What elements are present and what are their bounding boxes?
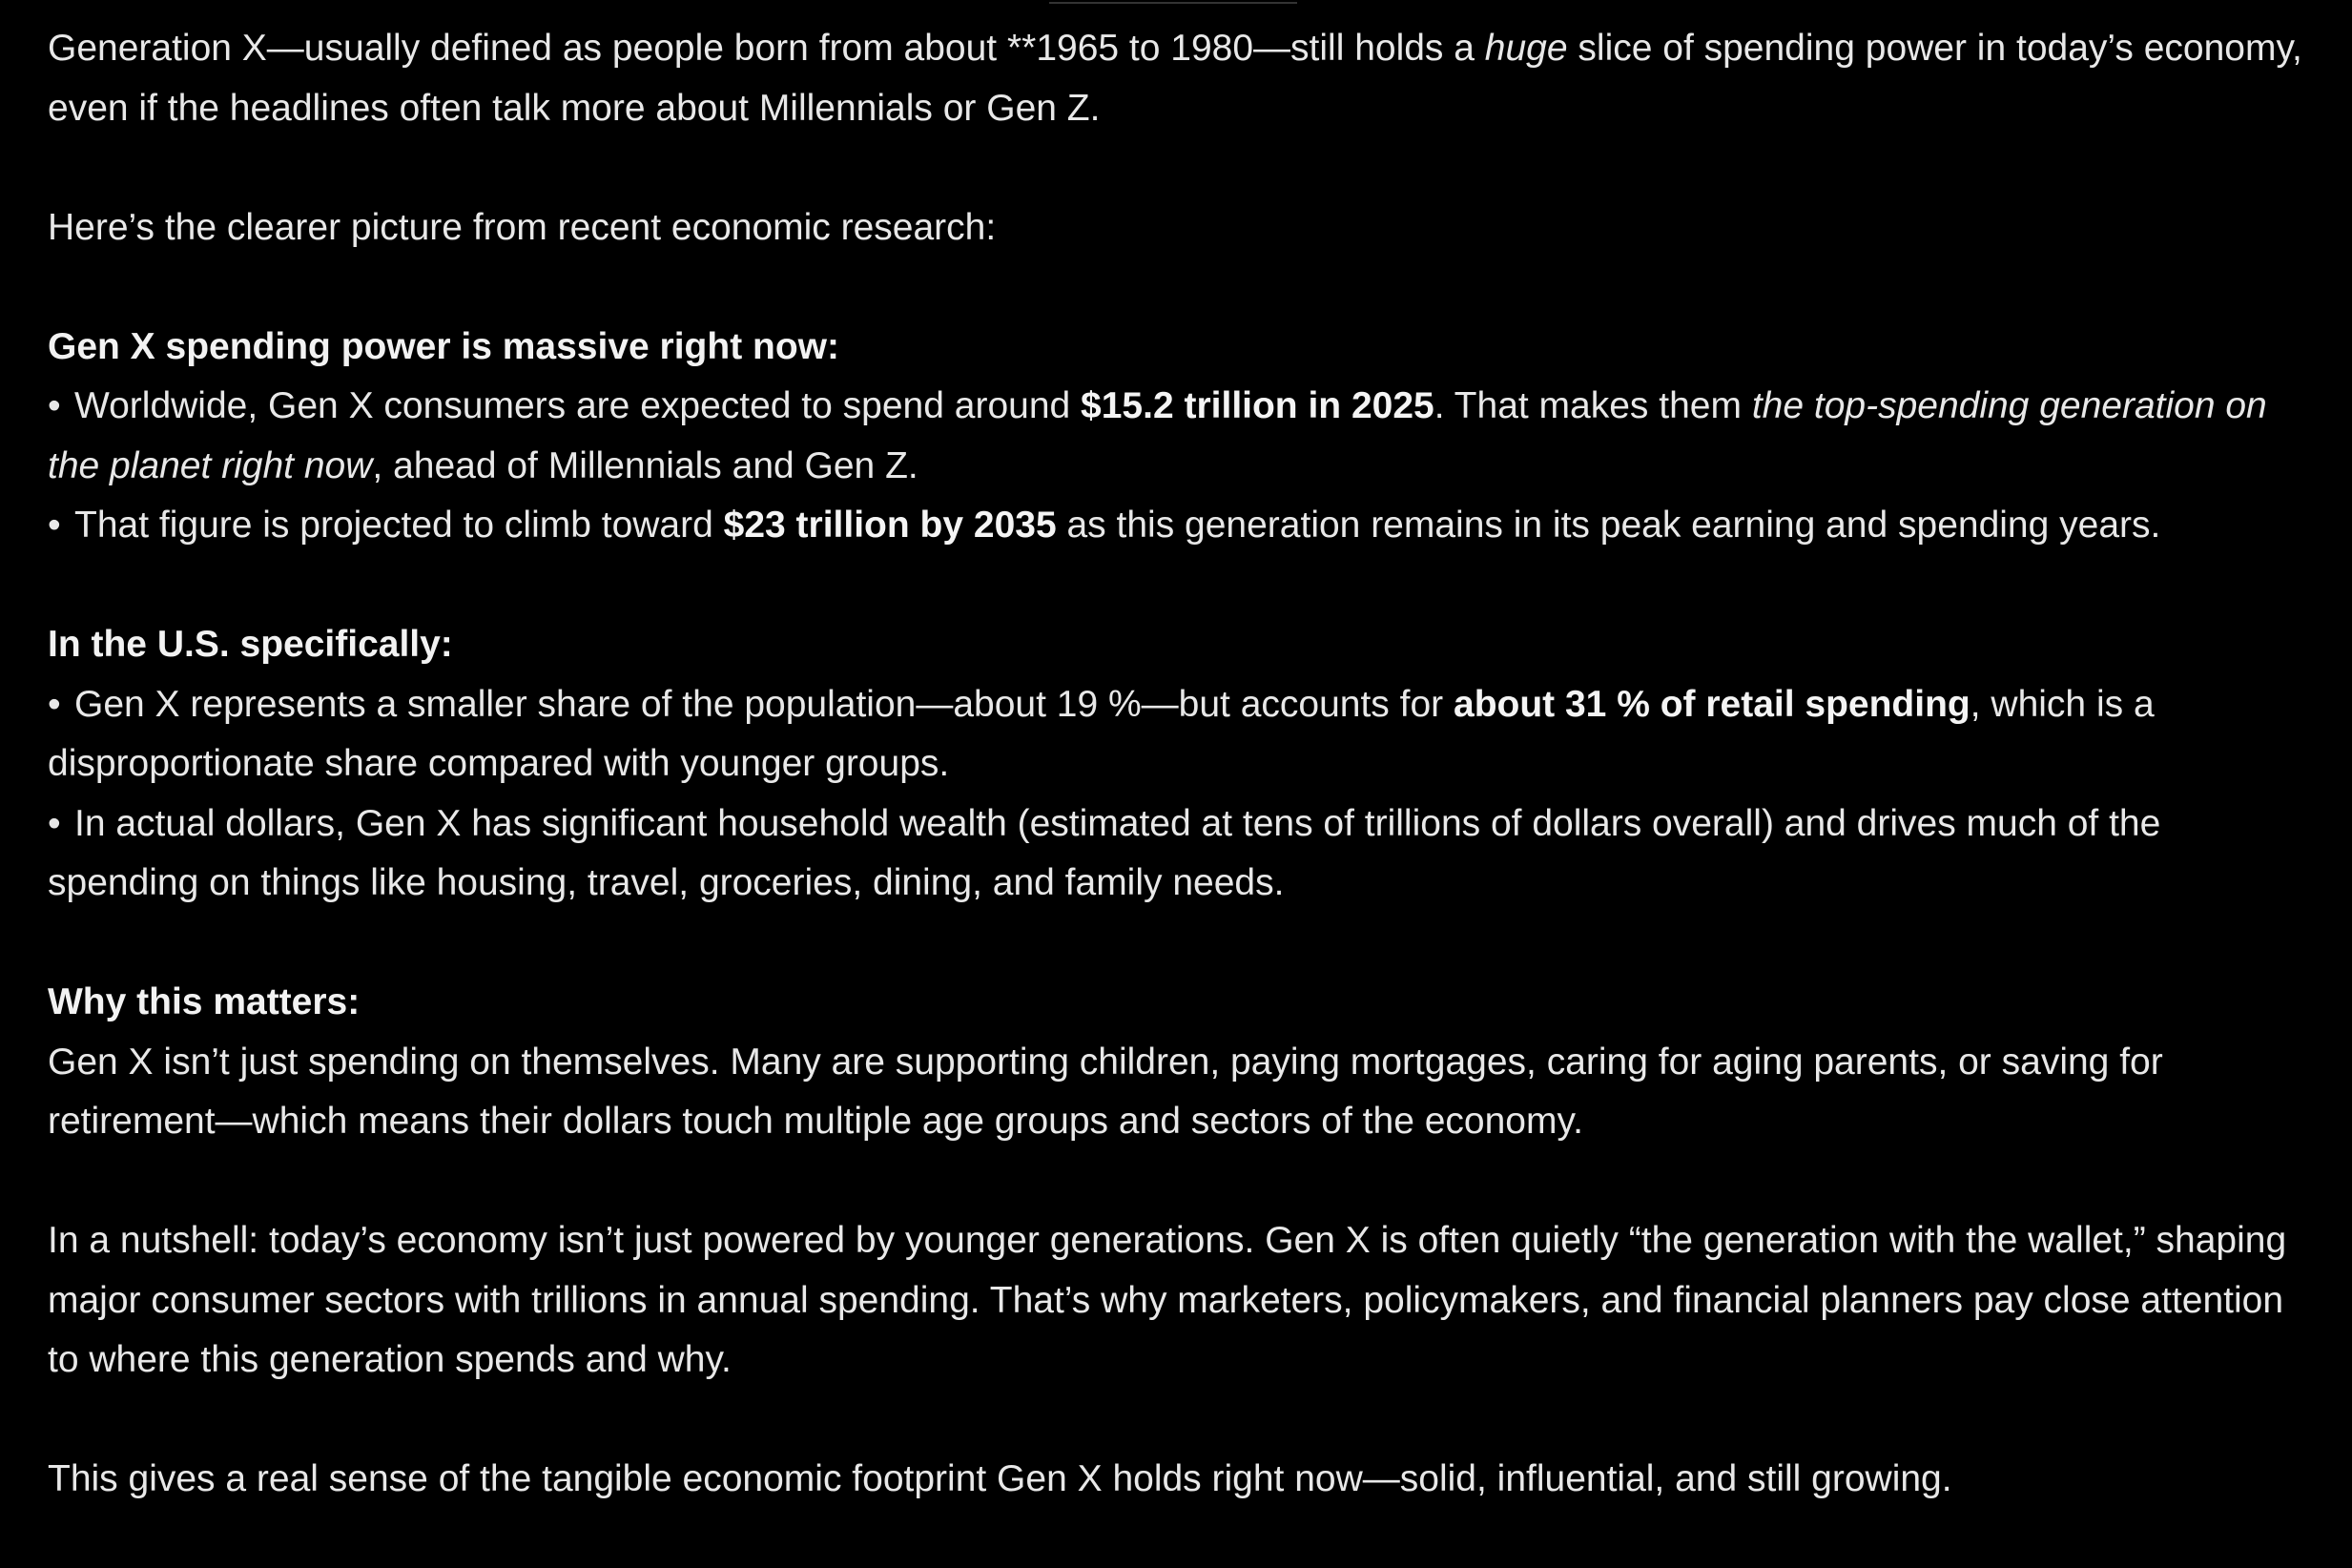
intro-text-2: slice of spending power in today’s economy, even if the headlines often talk more about Millennials or Gen Z. [48,28,2302,129]
section-why-matters [48,973,2318,1152]
bullet-text: as this generation remains in its peak earning and spending years. [1056,505,2161,546]
bullet-glyph: • [48,802,61,844]
bullet-glyph: • [48,385,61,426]
bullet-item [48,377,2318,496]
section-global-spending [48,318,2318,556]
bullet-glyph: • [48,505,61,546]
bullet-bold: $23 trillion by 2035 [723,505,1057,546]
lead-paragraph [48,198,2318,258]
bullet-text: Worldwide, Gen X consumers are expected to spend around [74,385,1082,426]
nutshell-text: In a nutshell: today’s economy isn’t just powered by younger generations. Gen X is often quietly “the generation with the wallet,” shaping major consumer sectors with trillions in annual spending. That’s why marketers, policymakers, and financial planners pay close attention to where this generation spends and why. [48,1220,2287,1380]
bullet-text: , which is a disproportionate share compared with younger groups. [48,683,2155,784]
bullet-item [48,675,2318,794]
section-heading: Gen X spending power is massive right now: [48,325,839,367]
assistant-response [48,19,2318,1510]
intro-text-1: Generation X—usually defined as people born from about **1965 to 1980—still holds a [48,28,1485,69]
bullet-glyph: • [48,683,61,725]
bullet-item [48,496,2318,556]
section-heading: In the U.S. specifically: [48,624,453,665]
bullet-bold: $15.2 trillion in 2025 [1081,385,1434,426]
bullet-text: That figure is projected to climb toward [74,505,724,546]
closing-text: This gives a real sense of the tangible economic footprint Gen X holds right now—solid, influential, and still growing. [48,1458,1952,1499]
section-body: Gen X isn’t just spending on themselves. Many are supporting children, paying mortgages, caring for aging parents, or saving for retirement—which means their dollars touch multiple age groups and sectors of the economy. [48,1041,2163,1142]
section-heading: Why this matters: [48,981,361,1022]
intro-emphasis: huge [1484,28,1568,69]
bullet-text: Gen X represents a smaller share of the population—about 19 %—but accounts for [74,683,1454,725]
closing-paragraph [48,1450,2318,1510]
bullet-text: . That makes them [1434,385,1752,426]
bullet-item [48,794,2318,914]
section-us-spending [48,615,2318,914]
bullet-bold: about 31 % of retail spending [1454,683,1970,725]
lead-text: Here’s the clearer picture from recent economic research: [48,206,997,248]
bullet-text: In actual dollars, Gen X has significant household wealth (estimated at tens of trillions of dollars overall) and drives much of the spending on things like housing, travel, groceries, dining, and family needs. [48,802,2161,903]
clipped-previous-line [1049,0,1297,8]
bullet-italic: the top-spending generation on the planet right now [48,385,2267,486]
nutshell-paragraph [48,1211,2318,1391]
bullet-text: , ahead of Millennials and Gen Z. [372,444,918,486]
intro-paragraph [48,19,2318,138]
